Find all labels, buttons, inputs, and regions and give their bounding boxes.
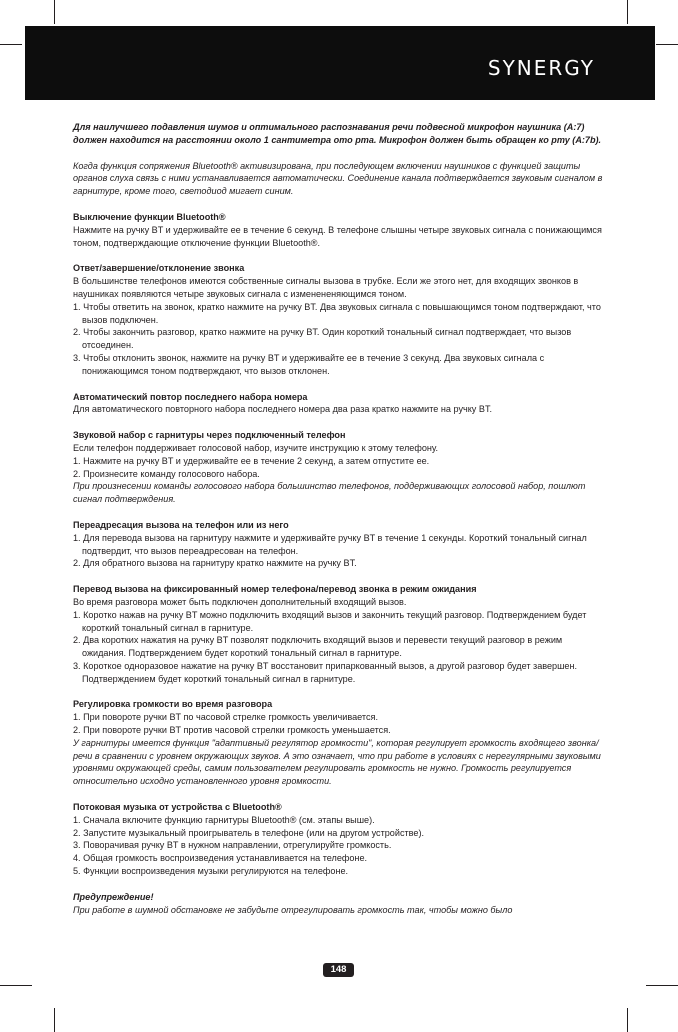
section-title: Перевод вызова на фиксированный номер телефона/перевод звонка в режим ожидания: [73, 584, 477, 595]
section-title: Регулировка громкости во время разговора: [73, 699, 273, 710]
section-text: Для автоматического повторного набора последнего номера два раза кратко нажмите на ручку BT.: [73, 404, 493, 415]
section-note: У гарнитуры имеется функция "адаптивный регулятор громкости", которая регулирует громкость входящего звонка/речи в сравнении с уровнем окружающих звуков. А это означает, что при работе в условиях с нерегулярными звуковыми уровнями окружающей среды, самим пользователем регулировать громкость не нужно. Громкость регулируется относительно исходно установленного уровня громкости.: [73, 737, 601, 787]
list-item: 3. Чтобы отклонить звонок, нажмите на ручку BT и удерживайте ее в течение 3 секунд. Два звуковых сигнала с понижающимся тоном подтверждают, что вызов отклонен.: [73, 352, 545, 376]
section-title: Потоковая музыка от устройства с Bluetooth®: [73, 802, 282, 813]
list-item: 2. Чтобы закончить разговор, кратко нажмите на ручку BT. Один короткий тональный сигнал подтверждает, что вызов отсоединен.: [73, 327, 572, 351]
list-item: 2. Произнесите команду голосового набора.: [73, 468, 260, 479]
section-answer-call: [73, 262, 608, 377]
crop-mark: [0, 44, 22, 45]
section-streaming: [73, 801, 608, 878]
section-text: В большинстве телефонов имеются собственные сигналы вызова в трубке. Если же этого нет, для входящих звонков в наушниках появляются четыре звуковых сигнала с изменененяющимся тоном.: [73, 276, 579, 299]
manual-content: [73, 121, 608, 929]
crop-mark: [0, 985, 32, 986]
intro-mic: Для наилучшего подавления шумов и оптимального распознавания речи подвесной микрофон наушника (A:7) должен находится на расстоянии около 1 сантиметра ото рта. Микрофон должен быть обращен ко рту (A:7b).: [73, 122, 602, 145]
brand-logo: SYNERGY: [487, 56, 595, 80]
list-item: 1. Сначала включите функцию гарнитуры Bluetooth® (см. этапы выше).: [73, 814, 375, 825]
section-text: Нажмите на ручку BT и удерживайте ее в течение 6 секунд. В телефоне слышны четыре звуковых сигнала с понижающимся тоном, подтверждающие отключение функции Bluetooth®.: [73, 224, 602, 248]
page-number: 148: [323, 963, 354, 977]
list-item: 1. Чтобы ответить на звонок, кратко нажмите на ручку BT. Два звуковых сигнала с повышающимся тоном подтверждают, что вызов подключен.: [73, 301, 601, 325]
warning-title: Предупреждение!: [73, 891, 154, 902]
section-volume: [73, 698, 608, 788]
section-hold: [73, 583, 608, 685]
list-item: 1. Нажмите на ручку BT и удерживайте ее в течение 2 секунд, а затем отпустите ее.: [73, 455, 430, 466]
section-title: Выключение функции Bluetooth®: [73, 211, 226, 222]
list-item: 5. Функции воспроизведения музыки регулируются на телефоне.: [73, 866, 349, 877]
section-bt-off: [73, 211, 608, 249]
list-item: 2. Запустите музыкальный проигрыватель в телефоне (или на другом устройстве).: [73, 827, 425, 838]
crop-mark: [54, 0, 55, 24]
list-item: 4. Общая громкость воспроизведения устанавливается на телефоне.: [73, 853, 368, 864]
section-text: Во время разговора может быть подключен дополнительный входящий вызов.: [73, 596, 407, 607]
intro-pairing: Когда функция сопряжения Bluetooth® активизирована, при последующем включении наушников с функцией защиты органов слуха связь с ними устанавливается автоматически. Соединение канала подтверждается звуковым сигналом в гарнитуре, кроме того, светодиод мигает синим.: [73, 160, 603, 197]
crop-mark: [627, 0, 628, 24]
section-title: Переадресация вызова на телефон или из него: [73, 519, 289, 530]
section-redial: [73, 391, 608, 417]
list-item: 3. Поворачивая ручку BT в нужном направлении, отрегулируйте громкость.: [73, 840, 392, 851]
crop-mark: [656, 44, 678, 45]
section-warning: [73, 891, 608, 917]
list-item: 2. Для обратного вызова на гарнитуру кратко нажмите на ручку BT.: [73, 558, 357, 569]
list-item: 2. При повороте ручки BT против часовой стрелки громкость уменьшается.: [73, 725, 391, 736]
list-item: 2. Два коротких нажатия на ручку BT позволят подключить входящий вызов и перевести текущий разговор в режим ожидания. Подтверждением будет короткий тональный сигнал в гарнитуре.: [73, 635, 563, 659]
section-title: Ответ/завершение/отклонение звонка: [73, 263, 245, 274]
section-transfer: [73, 519, 608, 570]
section-title: Автоматический повтор последнего набора номера: [73, 391, 308, 402]
warning-text: При работе в шумной обстановке не забудьте отрегулировать громкость так, чтобы можно было: [73, 904, 513, 915]
crop-mark: [646, 985, 678, 986]
list-item: 1. При повороте ручки BT по часовой стрелке громкость увеличивается.: [73, 712, 378, 723]
crop-mark: [54, 1008, 55, 1032]
section-text: Если телефон поддерживает голосовой набор, изучите инструкцию к этому телефону.: [73, 442, 439, 453]
header-bar: [25, 26, 655, 100]
list-item: 3. Короткое одноразовое нажатие на ручку BT восстановит припаркованный вызов, а другой разговор будет завершен. Подтверждением будет короткий тональный сигнал в гарнитуре.: [73, 660, 577, 684]
list-item: 1. Для перевода вызова на гарнитуру нажмите и удерживайте ручку BT в течение 1 секунды. Короткий тональный сигнал подтвердит, что вызов переадресован на телефон.: [73, 532, 587, 556]
section-voice-dial: [73, 429, 608, 506]
list-item: 1. Коротко нажав на ручку BT можно подключить входящий вызов и закончить текущий разговор. Подтверждением будет короткий тональный сигнал в гарнитуре.: [73, 609, 587, 633]
section-title: Звуковой набор с гарнитуры через подключенный телефон: [73, 430, 346, 441]
section-note: При произнесении команды голосового набора большинство телефонов, поддерживающих голосовой набор, пошлют сигнал подтверждения.: [73, 481, 586, 505]
crop-mark: [627, 1008, 628, 1032]
